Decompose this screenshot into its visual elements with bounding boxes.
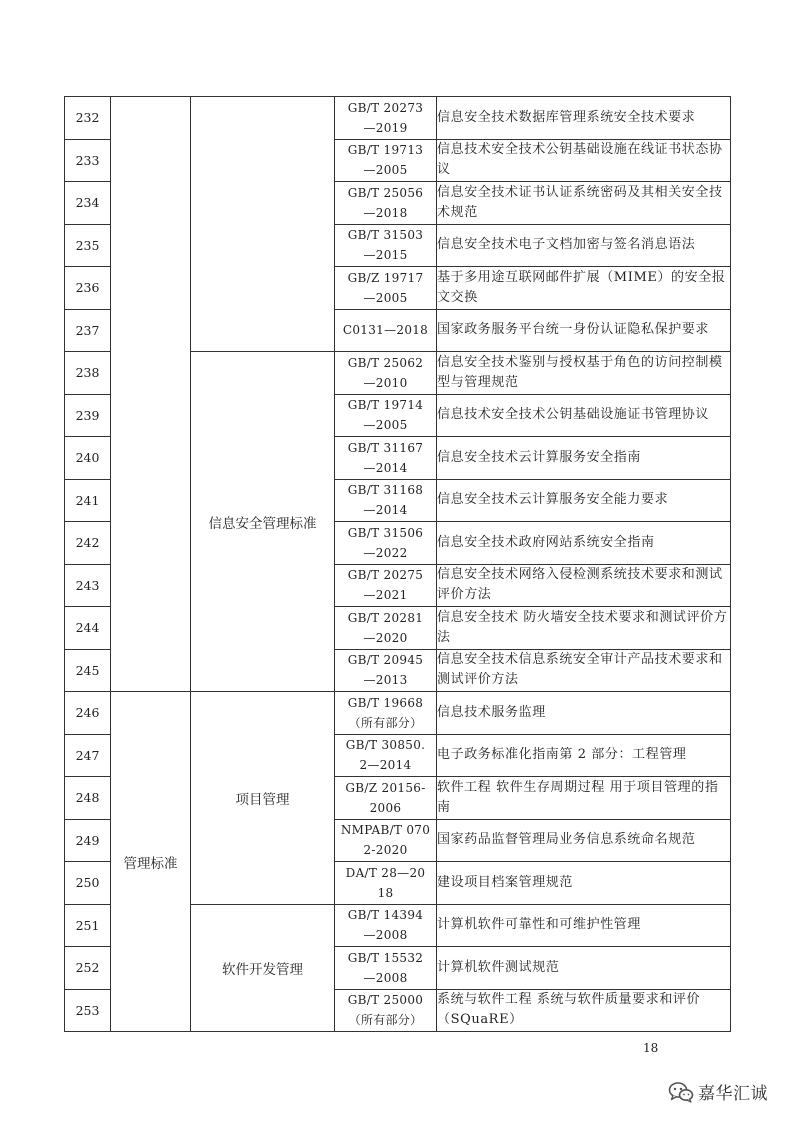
standard-code-line: GB/T 19714 (347, 398, 424, 413)
standard-name: 建设项目档案管理规范 (437, 862, 731, 905)
row-number: 249 (65, 819, 111, 862)
standard-code-line: （所有部分） (348, 715, 423, 730)
row-number: 251 (65, 904, 111, 947)
standard-code-line: GB/T 14394 (347, 908, 424, 923)
standard-code-line: GB/T 20275 (347, 568, 424, 583)
standard-name: 软件工程 软件生存周期过程 用于项目管理的指南 (437, 777, 731, 820)
standard-code-line: GB/T 20281 (347, 610, 424, 625)
standard-code-line: —2014 (363, 503, 408, 518)
standard-code-line: —2005 (363, 163, 408, 178)
subcategory-cell: 信息安全管理标准 (191, 352, 335, 692)
watermark (668, 1079, 768, 1104)
category-cell (111, 97, 191, 692)
standard-code-line: C0131—2018 (342, 323, 429, 338)
standard-code-line: GB/T 19713 (347, 143, 424, 158)
standard-name: 信息技术安全技术公钥基础设施证书管理协议 (437, 394, 731, 437)
watermark-text: 嘉华汇诚 (698, 1084, 768, 1104)
standard-code-line: GB/T 31506 (347, 525, 424, 540)
row-number: 238 (65, 352, 111, 395)
standard-code-line: 2—2014 (359, 758, 412, 773)
standard-code (335, 224, 437, 267)
row-number: 239 (65, 394, 111, 437)
standard-code-line: 2-2020 (363, 843, 408, 858)
standard-code (335, 564, 437, 607)
standard-code-line: GB/T 25062 (347, 355, 424, 370)
standard-code (335, 394, 437, 437)
standard-name: 信息安全技术政府网站系统安全指南 (437, 522, 731, 565)
standard-name: 计算机软件可靠性和可维护性管理 (437, 904, 731, 947)
wechat-icon (668, 1081, 694, 1103)
standard-code-line: —2015 (363, 248, 408, 263)
standard-code (335, 267, 437, 310)
standard-code-line: —2021 (363, 588, 408, 603)
standard-code (335, 947, 437, 990)
row-number: 234 (65, 182, 111, 225)
standard-code (335, 437, 437, 480)
subcategory-cell (191, 97, 335, 352)
standard-code-line: GB/T 31167 (347, 440, 424, 455)
standard-code-line: —2018 (363, 205, 408, 220)
category-cell: 管理标准 (111, 692, 191, 1032)
standard-code (335, 734, 437, 777)
standard-code-line: 2006 (369, 800, 402, 815)
standard-code-line: —2019 (363, 120, 408, 135)
standard-code (335, 989, 437, 1032)
standard-name: 信息安全技术证书认证系统密码及其相关安全技术规范 (437, 182, 731, 225)
standard-code-line: （所有部分） (348, 1013, 423, 1028)
standard-code (335, 97, 437, 140)
standard-code-line: 18 (377, 885, 394, 900)
standard-code-line: GB/T 20945 (347, 653, 424, 668)
standard-code-line: GB/Z 19717 (347, 270, 424, 285)
standard-code-line: —2008 (363, 970, 408, 985)
standard-code (335, 862, 437, 905)
standard-code-line: GB/T 25056 (347, 185, 424, 200)
standard-code-line: —2005 (363, 418, 408, 433)
standard-code-line: GB/T 25000 (347, 993, 424, 1008)
subcategory-cell: 软件开发管理 (191, 904, 335, 1032)
standard-name: 基于多用途互联网邮件扩展（MIME）的安全报文交换 (437, 267, 731, 310)
table-row (65, 692, 731, 735)
row-number: 233 (65, 139, 111, 182)
standard-code-line: GB/T 31168 (347, 483, 424, 498)
standard-name: 计算机软件测试规范 (437, 947, 731, 990)
page-number: 18 (643, 1041, 659, 1055)
standard-code-line: NMPAB/T 070 (340, 823, 431, 838)
standard-code (335, 522, 437, 565)
standard-code-line: —2008 (363, 928, 408, 943)
row-number: 236 (65, 267, 111, 310)
standard-code-line: GB/T 31503 (347, 228, 424, 243)
standard-name: 信息安全技术数据库管理系统安全技术要求 (437, 97, 731, 140)
standard-name: 电子政务标准化指南第 2 部分：工程管理 (437, 734, 731, 777)
standard-code-line: GB/T 19668 (347, 695, 424, 710)
table-row (65, 97, 731, 140)
standard-code (335, 352, 437, 395)
standard-name: 信息技术安全技术公钥基础设施在线证书状态协议 (437, 139, 731, 182)
subcategory-cell: 项目管理 (191, 692, 335, 905)
standard-name: 信息安全技术电子文档加密与签名消息语法 (437, 224, 731, 267)
standards-table (64, 96, 731, 1032)
standard-code (335, 479, 437, 522)
standard-name: 国家政务服务平台统一身份认证隐私保护要求 (437, 309, 731, 352)
row-number: 244 (65, 607, 111, 650)
standard-code-line: GB/T 20273 (347, 100, 424, 115)
standard-name: 信息安全技术网络入侵检测系统技术要求和测试评价方法 (437, 564, 731, 607)
standard-code (335, 182, 437, 225)
row-number: 243 (65, 564, 111, 607)
row-number: 242 (65, 522, 111, 565)
standard-name: 信息安全技术信息系统安全审计产品技术要求和测试评价方法 (437, 649, 731, 692)
standard-code-line: DA/T 28—20 (345, 865, 426, 880)
standard-name: 信息安全技术云计算服务安全指南 (437, 437, 731, 480)
row-number: 253 (65, 989, 111, 1032)
standard-code-line: —2020 (363, 630, 408, 645)
standard-name: 国家药品监督管理局业务信息系统命名规范 (437, 819, 731, 862)
standard-name: 信息安全技术 防火墙安全技术要求和测试评价方法 (437, 607, 731, 650)
standard-code (335, 904, 437, 947)
standard-code-line: GB/T 15532 (347, 950, 424, 965)
row-number: 247 (65, 734, 111, 777)
standard-name: 系统与软件工程 系统与软件质量要求和评价（SQuaRE） (437, 989, 731, 1032)
standard-name: 信息安全技术鉴别与授权基于角色的访问控制模型与管理规范 (437, 352, 731, 395)
standard-code (335, 649, 437, 692)
standard-code-line: —2010 (363, 375, 408, 390)
standard-code (335, 607, 437, 650)
row-number: 252 (65, 947, 111, 990)
row-number: 250 (65, 862, 111, 905)
standard-code-line: GB/T 30850. (345, 738, 426, 753)
standard-code (335, 692, 437, 735)
standard-code (335, 819, 437, 862)
row-number: 246 (65, 692, 111, 735)
row-number: 232 (65, 97, 111, 140)
row-number: 241 (65, 479, 111, 522)
standard-name: 信息技术服务监理 (437, 692, 731, 735)
standard-code-line: —2013 (363, 673, 408, 688)
standard-code-line: —2022 (363, 545, 408, 560)
row-number: 240 (65, 437, 111, 480)
row-number: 248 (65, 777, 111, 820)
standard-name: 信息安全技术云计算服务安全能力要求 (437, 479, 731, 522)
row-number: 235 (65, 224, 111, 267)
row-number: 245 (65, 649, 111, 692)
standard-code (335, 777, 437, 820)
standard-code (335, 139, 437, 182)
standard-code-line: —2014 (363, 460, 408, 475)
standard-code-line: GB/Z 20156- (345, 780, 426, 795)
standard-code-line: —2005 (363, 290, 408, 305)
row-number: 237 (65, 309, 111, 352)
standard-code (335, 309, 437, 352)
